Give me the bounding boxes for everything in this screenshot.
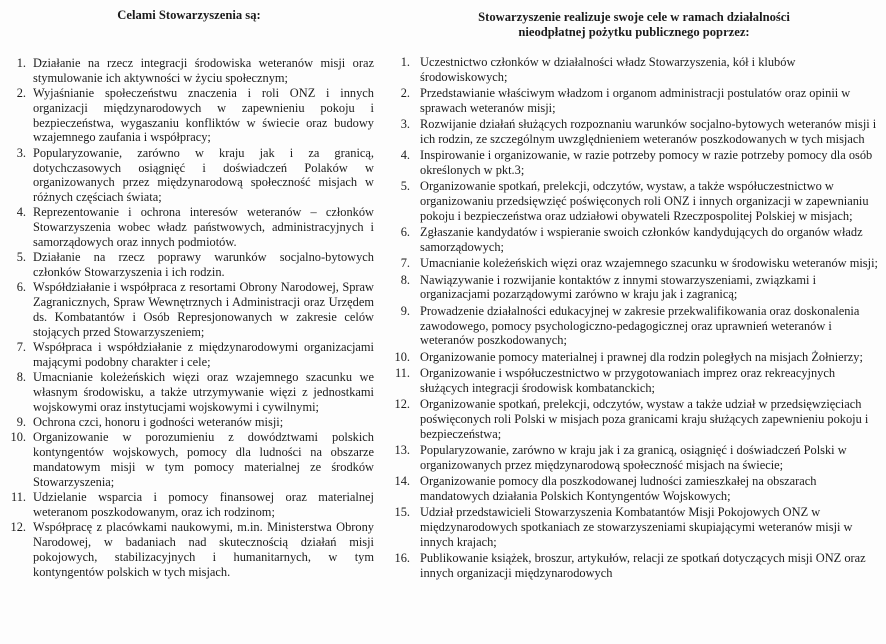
goal-item [4,250,374,280]
list-item-text: Zgłaszanie kandydatów i wspieranie swoich członków kandydujących do organów władz samorządowych; [420,225,863,255]
goal-item [4,370,374,414]
list-item-text: Organizowanie pomocy dla poszkodowanej ludności zamieszkałej na obszarach mandatowych działania Polskich Kontyngentów Wojskowych; [420,474,817,503]
goal-item [4,430,374,489]
list-item-number: 9. [16,415,26,430]
list-item-number: 12. [10,520,26,535]
list-item-number: 7. [16,340,26,355]
list-item-number: 5. [16,250,26,265]
goal-item [4,340,374,370]
list-item-text: Rozwijanie działań służących rozpoznaniu warunków socjalno-bytowych weteranów misji i ich rodzin, ze szczególnym uwzględnieniem weteranów poszkodowanych w tych misjach [420,117,877,146]
goal-item [4,415,374,430]
activities-heading-line1: Stowarzyszenie realizuje swoje cele w ramach działalności [478,10,790,24]
activity-item [384,273,884,303]
activity-item [384,443,884,473]
list-item-number: 3. [400,117,410,132]
list-item-text: Reprezentowanie i ochrona interesów weteranów – członków Stowarzyszenia wobec władz państwowych, administracyjnych i samorządowych oraz innych podmiotów. [33,205,374,250]
list-item-text: Działanie na rzecz integracji środowiska weteranów misji oraz stymulowanie ich aktywności w życiu społecznym; [33,56,374,85]
list-item-text: Prowadzenie działalności edukacyjnej w zakresie przekwalifikowania oraz doskonalenia zawodowego, pomocy psychologiczno-pedagogicznej oraz uprawnień weteranów i weteranów poszkodowanych; [420,303,860,348]
list-item-number: 12. [394,397,410,412]
goals-heading: Celami Stowarzyszenia są: [117,8,261,22]
activity-item [384,225,884,255]
list-item-number: 1. [400,55,410,69]
list-item-text: Ochrona czci, honoru i godności weteranów misji; [33,415,284,430]
activities-heading [384,0,884,55]
list-item-text: Współpracę z placówkami naukowymi, m.in. Ministerstwa Obrony Narodowej, w badaniach nad skutecznością działań misji pokojowych, stabilizacyjnych i humanitarnych, w tym kontyngentów polskich w tych misjach. [33,520,374,579]
activity-item [384,551,884,581]
list-item-number: 6. [16,280,26,295]
activity-item [384,505,884,549]
list-item-text: Działanie na rzecz poprawy warunków socjalno-bytowych członków Stowarzyszenia i ich rodzin. [33,250,374,280]
list-item-text: Wyjaśnianie społeczeństwu znaczenia i roli ONZ i innych organizacji międzynarodowych w zapewnieniu pokoju i bezpieczeństwa, wygaszaniu konfliktów w świecie oraz budowy wzajemnego zaufania i współpracy; [33,86,374,145]
activities-list [384,55,884,581]
list-item-text: Udzielanie wsparcia i pomocy finansowej oraz materialnej weteranom poszkodowanym, oraz ich rodzinom; [33,490,374,519]
activity-item [384,179,884,223]
activity-item [384,350,884,365]
activity-item [384,397,884,441]
list-item-text: Organizowanie i współuczestnictwo w przygotowaniach imprez oraz rekreacyjnych służących integracji środowisk kombatanckich; [420,365,836,395]
goal-item [4,205,374,249]
activity-item [384,366,884,396]
goal-item [4,86,374,145]
goal-item [4,490,374,520]
list-item-number: 6. [400,225,410,240]
list-item-text: Przedstawianie właściwym władzom i organom administracji postulatów oraz opinii w sprawach weteranów misji; [420,86,851,115]
list-item-text: Publikowanie książek, broszur, artykułów, relacji ze spotkań dotyczących misji ONZ oraz innych organizacji międzynarodowych [420,551,866,580]
list-item-number: 10. [394,349,410,364]
activity-item [384,148,884,178]
activity-item [384,86,884,116]
list-item-number: 8. [16,370,26,385]
activity-item [384,474,884,504]
list-item-number: 4. [400,148,410,163]
list-item-number: 5. [400,179,410,194]
list-item-number: 15. [394,505,410,520]
list-item-text: Popularyzowanie, zarówno w kraju jak i za granicą, osiągnięć i doświadczeń Polski w organizowanych przez międzynarodową społeczność misjach na świecie; [420,442,847,472]
list-item-text: Organizowanie spotkań, prelekcji, odczytów, wystaw, a także współuczestnictwo w organizowaniu przedsięwzięć poświęconych roli ONZ i innych organizacji w zapewnianiu pokoju i bezpieczeństwa oraz udziałowi obywateli Rzeczpospolitej Polskiej w misjach; [420,179,869,223]
list-item-text: Współpraca i współdziałanie z międzynarodowymi organizacjami mającymi podobny charakter i cele; [33,340,374,369]
activities-column [384,0,884,582]
list-item-number: 16. [394,551,410,565]
goal-item [4,146,374,205]
list-item-text: Organizowanie pomocy materialnej i prawnej dla rodzin poległych na misjach Żołnierzy; [420,349,863,364]
list-item-text: Umacnianie koleżeńskich więzi oraz wzajemnego szacunku w środowisku weteranów misji; [420,256,878,271]
list-item-text: Nawiązywanie i rozwijanie kontaktów z innymi stowarzyszeniami, związkami i organizacjami pozarządowymi zarówno w kraju jak i zagranicą; [420,272,817,302]
activity-item [384,256,884,271]
list-item-number: 8. [400,272,410,287]
list-item-text: Udział przedstawicieli Stowarzyszenia Kombatantów Misji Pokojowych ONZ w międzynarodowych spotkaniach ze stowarzyszeniami skupiającymi weteranów misji w innych krajach; [420,505,853,549]
goals-column [4,0,374,580]
goal-item [4,56,374,86]
list-item-text: Współdziałanie i współpraca z resortami Obrony Narodowej, Spraw Zagranicznych, Spraw Wewnętrznych i Administracji oraz Urzędem ds. Kombatantów i Osób Represjonowanych w zakresie celów stojących przed Stowarzyszeniem; [33,280,374,339]
list-item-number: 9. [400,303,410,318]
activity-item [384,117,884,147]
goals-list [4,56,374,579]
list-item-text: Organizowanie w porozumieniu z dowództwami polskich kontyngentów wojskowych, pomocy dla ludności na obszarze mandatowym misji w tym pomocy materialnej ze środków Stowarzyszenia; [33,430,374,489]
list-item-number: 3. [16,145,26,160]
list-item-number: 2. [16,86,26,101]
list-item-text: Popularyzowanie, zarówno w kraju jak i za granicą, dotychczasowych osiągnięć i doświadczeń Polaków w organizowanych przez międzynarodową społeczność misjach w różnych częściach świata; [33,145,374,205]
list-item-number: 4. [16,205,26,220]
activities-heading-line2: nieodpłatnej pożytku publicznego poprzez: [518,25,750,39]
list-item-text: Umacnianie koleżeńskich więzi oraz wzajemnego szacunku we własnym środowisku, a także utrzymywanie więzi z jednostkami wojskowymi oraz instytucjami wojskowymi i cywilnymi; [33,370,374,414]
list-item-text: Inspirowanie i organizowanie, w razie potrzeby pomocy w razie potrzeby pomocy dla osób określonych w pkt.3; [420,148,873,178]
list-item-text: Uczestnictwo członków w działalności władz Stowarzyszenia, kół i klubów środowiskowych; [420,55,796,84]
list-item-number: 1. [16,56,26,70]
list-item-number: 10. [10,430,26,445]
goal-item [4,280,374,339]
list-item-number: 11. [394,365,410,380]
goal-item [4,520,374,579]
list-item-number: 14. [394,474,410,489]
list-item-number: 13. [394,442,410,457]
list-item-number: 11. [10,490,26,505]
list-item-number: 7. [400,256,410,271]
list-item-number: 2. [400,86,410,101]
activity-item [384,304,884,348]
list-item-text: Organizowanie spotkań, prelekcji, odczytów, wystaw a także udział w przedsięwzięciach poświęconych roli Polski w misjach poza granicami kraju służących zapewnieniu pokoju i bezpieczeństwa; [420,397,869,441]
activity-item [384,55,884,85]
